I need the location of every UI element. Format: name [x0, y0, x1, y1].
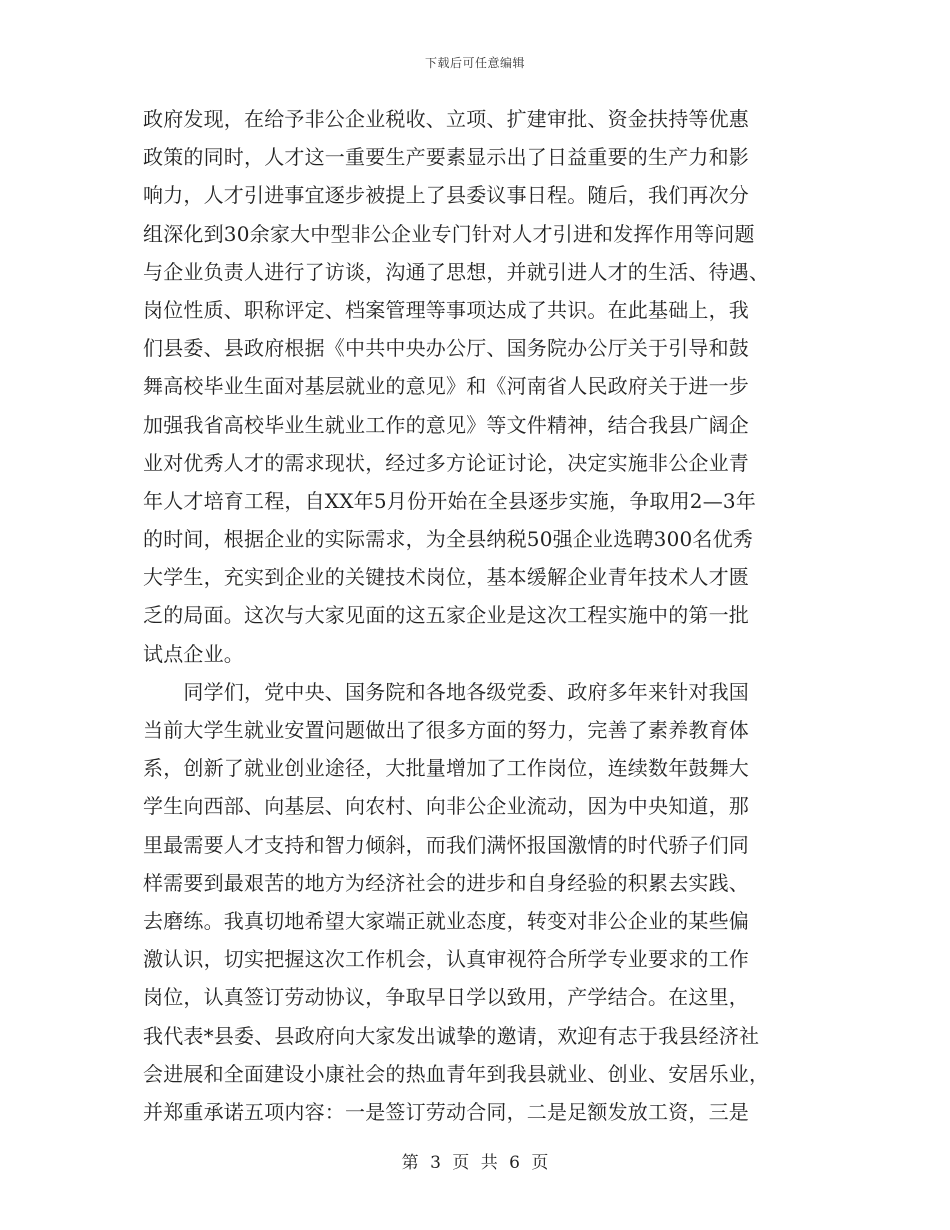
text-line: 业对优秀人才的需求现状，经过多方论证讨论，决定实施非公企业青 — [143, 450, 749, 475]
text-line: 系，创新了就业创业途径，大批量增加了工作岗位，连续数年鼓舞大 — [143, 756, 749, 781]
text-line: 组深化到30余家大中型非公企业专门针对人才引进和发挥作用等问题 — [143, 221, 755, 246]
text-line: 的时间，根据企业的实际需求，为全县纳税50强企业选聘300名优秀 — [143, 527, 754, 552]
text-line: 并郑重承诺五项内容：一是签订劳动合同，二是足额发放工资，三是 — [143, 1099, 749, 1124]
text-line: 里最需要人才支持和智力倾斜，而我们满怀报国激情的时代骄子们同 — [143, 832, 749, 857]
text-line: 激认识，切实把握这次工作机会，认真审视符合所学专业要求的工作 — [143, 947, 749, 972]
page-footer: 第 3 页 共 6 页 — [401, 1153, 549, 1173]
text-line: 当前大学生就业安置问题做出了很多方面的努力，完善了素养教育体 — [143, 718, 749, 742]
text-line: 样需要到最艰苦的地方为经济社会的进步和自身经验的积累去实践、 — [143, 870, 749, 895]
text-line: 加强我省高校毕业生就业工作的意见》等文件精神，结合我县广阔企 — [143, 412, 749, 437]
text-line: 同学们，党中央、国务院和各地各级党委、政府多年来针对我国 — [143, 679, 749, 704]
text-line: 我代表*县委、县政府向大家发出诚挚的邀请，欢迎有志于我县经济社 — [143, 1023, 760, 1048]
text-line: 会进展和全面建设小康社会的热血青年到我县就业、创业、安居乐业， — [143, 1061, 770, 1086]
text-line: 岗位，认真签订劳动协议，争取早日学以致用，产学结合。在这里， — [143, 985, 749, 1010]
body-text — [143, 100, 803, 1131]
text-line: 去磨练。我真切地希望大家端正就业态度，转变对非公企业的某些偏 — [143, 908, 749, 933]
text-line: 与企业负责人进行了访谈，沟通了思想，并就引进人才的生活、待遇、 — [143, 259, 770, 284]
text-line: 试点企业。 — [143, 641, 244, 666]
text-line: 响力，人才引进事宜逐步被提上了县委议事日程。随后，我们再次分 — [143, 183, 749, 208]
text-line: 岗位性质、职称评定、档案管理等事项达成了共识。在此基础上，我 — [143, 297, 749, 322]
page-header: 下载后可任意编辑 — [424, 56, 525, 70]
text-line: 们县委、县政府根据《中共中央办公厅、国务院办公厅关于引导和鼓 — [143, 336, 749, 361]
text-line: 舞高校毕业生面对基层就业的意见》和《河南省人民政府关于进一步 — [143, 374, 749, 399]
text-line: 大学生，充实到企业的关键技术岗位，基本缓解企业青年技术人才匮 — [143, 565, 749, 590]
text-line: 乏的局面。这次与大家见面的这五家企业是这次工程实施中的第一批 — [143, 603, 749, 628]
text-line: 学生向西部、向基层、向农村、向非公企业流动，因为中央知道，那 — [143, 794, 749, 819]
text-line: 年人才培育工程，自XX年5月份开始在全县逐步实施，争取用2—3年 — [143, 488, 757, 513]
text-line: 政策的同时，人才这一重要生产要素显示出了日益重要的生产力和影 — [143, 145, 749, 170]
text-line: 政府发现，在给予非公企业税收、立项、扩建审批、资金扶持等优惠 — [143, 107, 749, 131]
